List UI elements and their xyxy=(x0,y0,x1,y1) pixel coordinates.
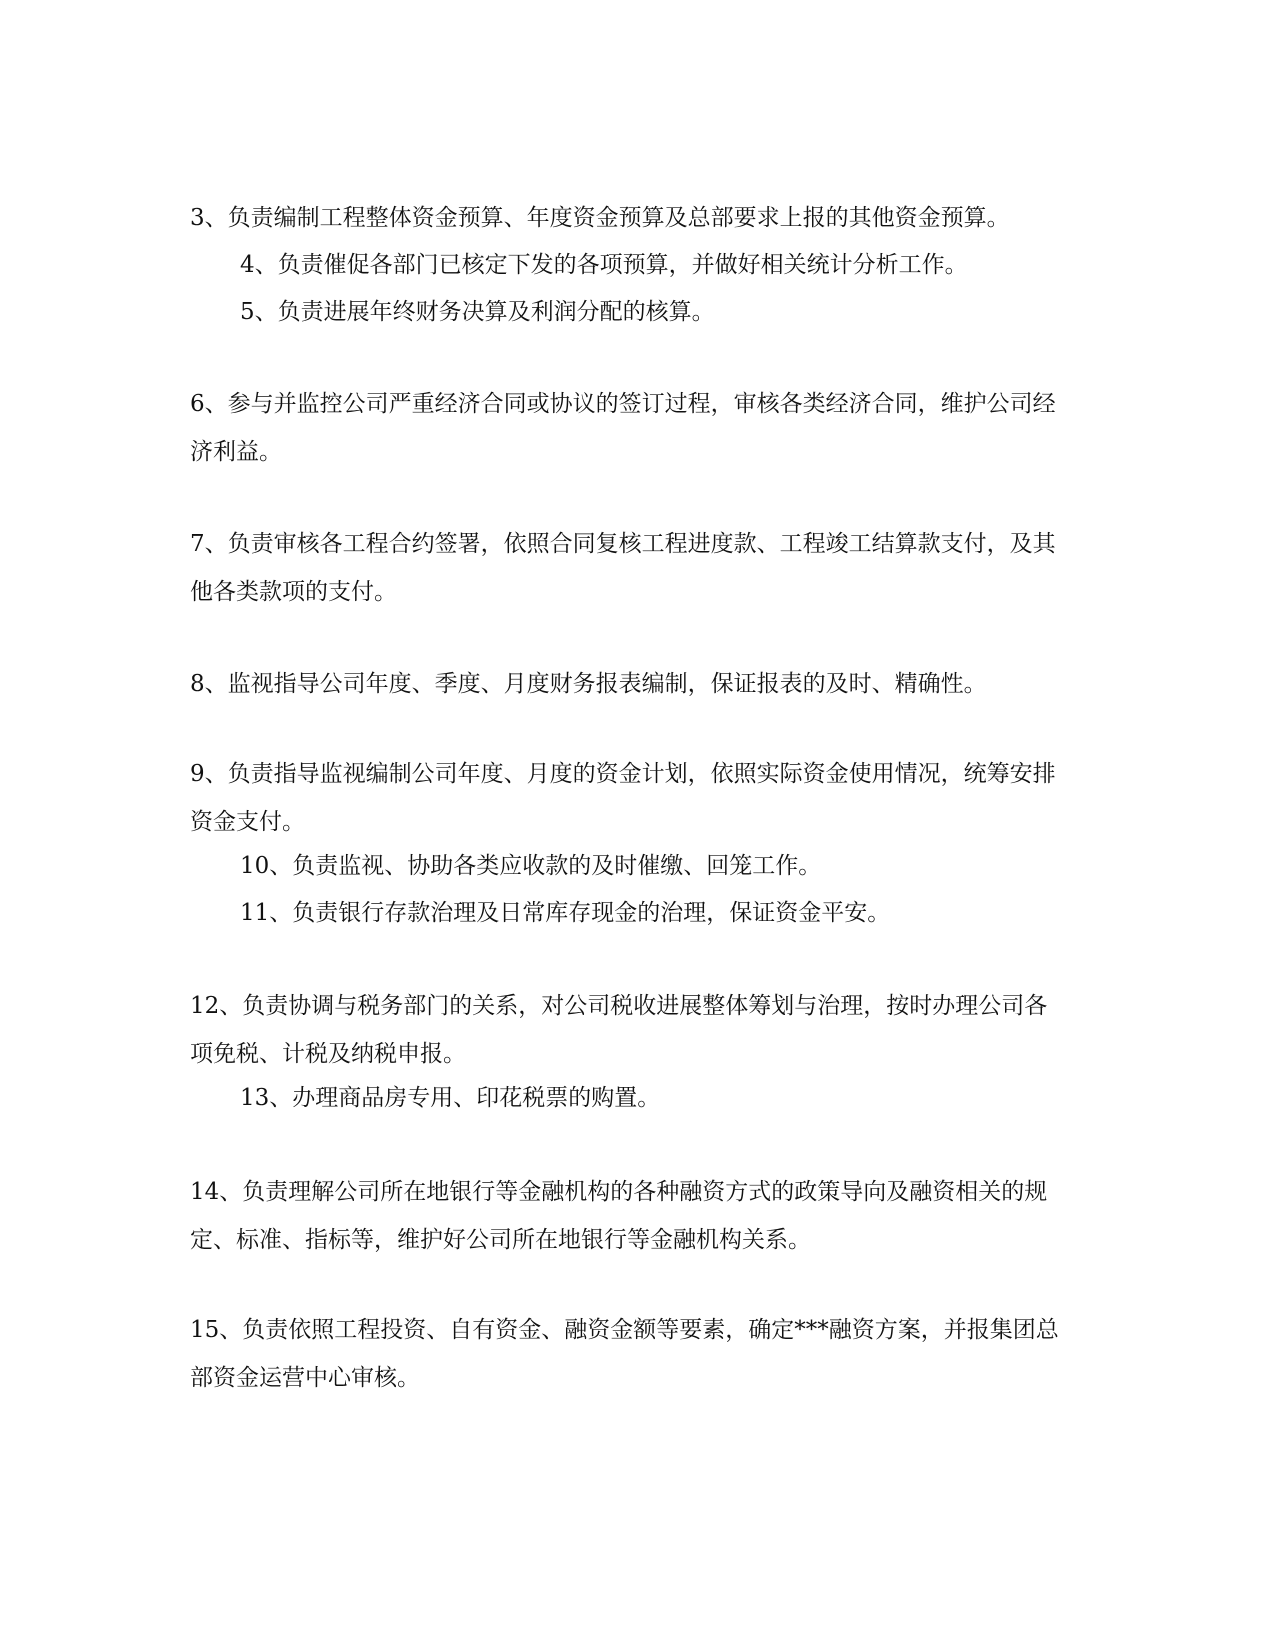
paragraph-item-6: 6、参与并监控公司严重经济合同或协议的签订过程，审核各类经济合同，维护公司经济利益。 xyxy=(190,391,1056,465)
paragraph-item-12: 12、负责协调与税务部门的关系，对公司税收进展整体筹划与治理，按时办理公司各项免税、计税及纳税申报。 xyxy=(190,993,1048,1067)
paragraph-item-4: 4、负责催促各部门已核定下发的各项预算，并做好相关统计分析工作。 xyxy=(240,252,968,278)
paragraph-item-15: 15、负责依照工程投资、自有资金、融资金额等要素，确定***融资方案，并报集团总部资金运营中心审核。 xyxy=(190,1317,1059,1391)
paragraph-item-5: 5、负责进展年终财务决算及利润分配的核算。 xyxy=(240,299,715,325)
paragraph-item-13: 13、办理商品房专用、印花税票的购置。 xyxy=(240,1085,661,1111)
paragraph-item-3: 3、负责编制工程整体资金预算、年度资金预算及总部要求上报的其他资金预算。 xyxy=(190,205,1010,231)
paragraph-item-9: 9、负责指导监视编制公司年度、月度的资金计划，依照实际资金使用情况，统筹安排资金支付。 xyxy=(190,761,1056,835)
paragraph-item-10: 10、负责监视、协助各类应收款的及时催缴、回笼工作。 xyxy=(240,853,822,879)
paragraph-item-7: 7、负责审核各工程合约签署，依照合同复核工程进度款、工程竣工结算款支付，及其他各类款项的支付。 xyxy=(190,531,1056,605)
paragraph-item-14: 14、负责理解公司所在地银行等金融机构的各种融资方式的政策导向及融资相关的规定、标准、指标等，维护好公司所在地银行等金融机构关系。 xyxy=(190,1179,1048,1253)
paragraph-item-8: 8、监视指导公司年度、季度、月度财务报表编制，保证报表的及时、精确性。 xyxy=(190,671,987,697)
paragraph-item-11: 11、负责银行存款治理及日常库存现金的治理，保证资金平安。 xyxy=(240,900,891,926)
